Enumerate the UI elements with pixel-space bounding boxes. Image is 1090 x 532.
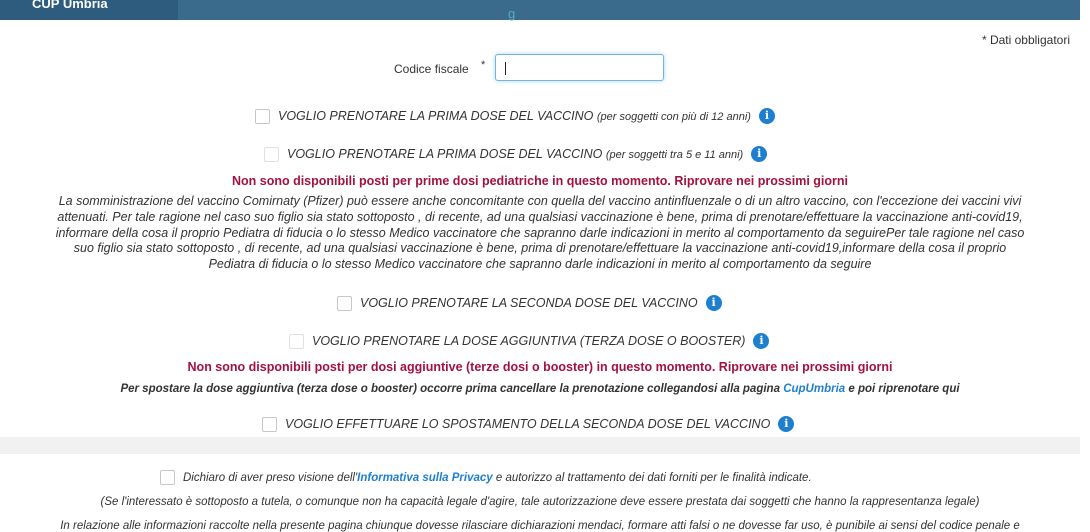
text-caret <box>505 62 506 75</box>
checkbox-prima-dose-pediatrica[interactable] <box>264 147 279 162</box>
brand-tab[interactable] <box>0 0 178 20</box>
privacy-text: Dichiaro di aver preso visione dell'Informativa sulla Privacy e autorizzo al trattamento dei dati forniti per le finalità indicate. <box>183 471 812 484</box>
page-title-fragment: g <box>508 6 516 21</box>
option-label: VOGLIO PRENOTARE LA PRIMA DOSE DEL VACCINO (per soggetti con più di 12 anni) <box>278 109 751 123</box>
option-label: VOGLIO PRENOTARE LA PRIMA DOSE DEL VACCINO (per soggetti tra 5 e 11 anni) <box>287 147 744 161</box>
brand-label: CUP Umbria <box>32 0 108 11</box>
section-divider <box>0 437 1080 454</box>
checkbox-seconda-dose[interactable] <box>337 296 352 311</box>
option-label: VOGLIO PRENOTARE LA DOSE AGGIUNTIVA (TERZA DOSE O BOOSTER) <box>312 334 746 348</box>
required-star: * <box>481 59 486 71</box>
checkbox-dose-aggiuntiva[interactable] <box>289 334 304 349</box>
option-prima-dose-pediatrica[interactable] <box>264 146 767 162</box>
option-prima-dose-adulti[interactable] <box>255 108 775 124</box>
option-label: VOGLIO EFFETTUARE LO SPOSTAMENTO DELLA SECONDA DOSE DEL VACCINO <box>285 417 771 431</box>
checkbox-spostamento-seconda-dose[interactable] <box>262 417 277 432</box>
pediatric-paragraph: La somministrazione del vaccino Comirnaty (Pfizer) può essere anche concomitante con quella del vaccino antinfluenzale o di un altro vaccino, con l'eccezione dei vaccini vivi attenuati. Per tale ragione nel caso suo figlio sia stato sottoposto , di recente, ad una qualsiasi vaccinazione è bene, prima di prenotare/effettuare la vaccinazione anti-covid19, informare della cosa il proprio Pediatra di fiducia o lo stesso Medico vaccinatore che sapranno darle indicazioni in merito al comportamento da seguirePer tale ragione nel caso suo figlio sia stato sottoposto , di recente, ad una qualsiasi vaccinazione è bene, prima di prenotare/effettuare la vaccinazione anti-covid19,informare della cosa il proprio Pediatra di fiducia o lo stesso Medico vaccinatore che sapranno darle indicazioni in merito al comportamento da seguire <box>55 194 1025 272</box>
info-icon[interactable]: i <box>751 146 767 162</box>
privacy-policy-link[interactable]: Informativa sulla Privacy <box>357 471 493 484</box>
privacy-checkbox[interactable] <box>160 470 175 485</box>
checkbox-prima-dose-adulti[interactable] <box>255 109 270 124</box>
option-label: VOGLIO PRENOTARE LA SECONDA DOSE DEL VACCINO <box>360 296 698 310</box>
tutela-note: (Se l'interessato è sottoposto a tutela, o comunque non ha capacità legale d'agire, tale autorizzazione deve essere prestata dai soggetti che hanno la rappresentanza legale) <box>100 496 980 508</box>
privacy-consent[interactable] <box>160 470 812 485</box>
info-icon[interactable]: i <box>778 416 794 432</box>
option-seconda-dose[interactable] <box>337 295 722 311</box>
codice-fiscale-input[interactable] <box>495 54 664 81</box>
required-fields-note: * Dati obbligatori <box>981 33 1070 47</box>
info-icon[interactable]: i <box>753 333 769 349</box>
info-icon[interactable]: i <box>759 108 775 124</box>
booster-note: Per spostare la dose aggiuntiva (terza dose o booster) occorre prima cancellare la prenotazione collegandosi alla pagina CupUmbria e poi riprenotare qui <box>120 383 960 395</box>
legal-note: In relazione alle informazioni raccolte nella presente pagina chiunque dovesse rilasciare dichiarazioni mendaci, formare atti falsi o ne dovesse far uso, è punibile ai sensi del codice penale e <box>60 520 1020 532</box>
cupumbria-link[interactable]: CupUmbria <box>783 383 846 395</box>
booster-warning: Non sono disponibili posti per dosi aggiuntive (terze dosi o booster) in questo momento. Riprovare nei prossimi giorni <box>187 360 893 374</box>
info-icon[interactable]: i <box>706 295 722 311</box>
option-spostamento-seconda-dose[interactable] <box>262 416 794 432</box>
option-dose-aggiuntiva[interactable] <box>289 333 769 349</box>
codice-fiscale-label: Codice fiscale <box>394 62 469 76</box>
top-navigation-bar <box>0 0 1080 20</box>
pediatric-warning: Non sono disponibili posti per prime dosi pediatriche in questo momento. Riprovare nei prossimi giorni <box>231 174 849 188</box>
